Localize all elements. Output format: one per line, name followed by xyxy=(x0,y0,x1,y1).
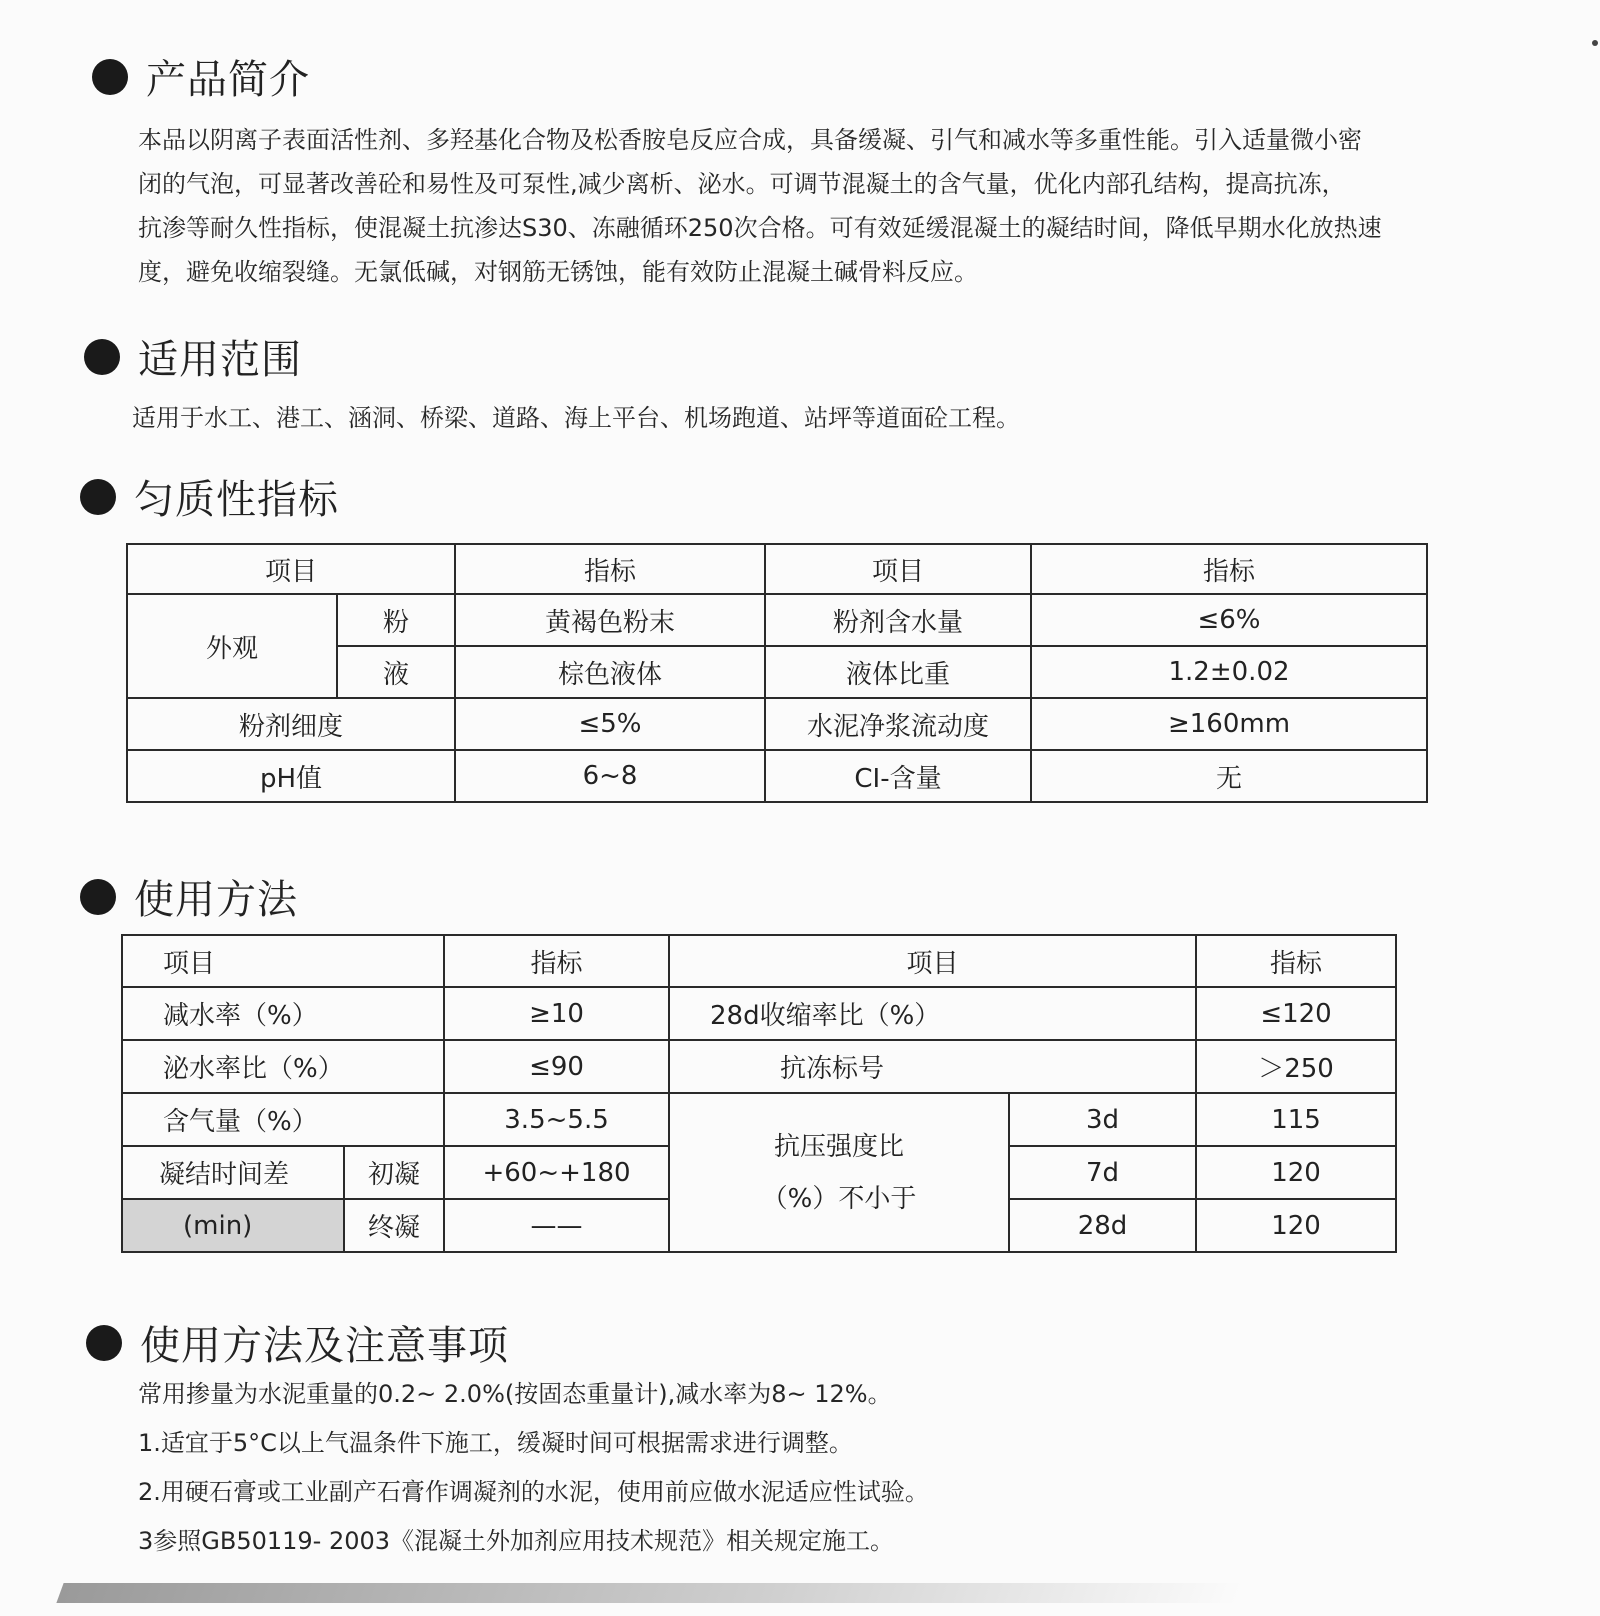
ph-label-cell: pH值 xyxy=(127,750,455,802)
min-label-cell: (min) xyxy=(122,1199,344,1252)
liquid-cell: 液 xyxy=(337,646,455,698)
uniformity-table xyxy=(126,543,1428,803)
fineness-value-cell: ≤5% xyxy=(455,698,765,750)
scope-paragraph xyxy=(132,396,1020,440)
intro-paragraph xyxy=(138,118,1382,294)
notes-paragraph xyxy=(138,1370,929,1566)
setting-label-cell: 凝结时间差 xyxy=(122,1146,344,1199)
intro-line: 抗渗等耐久性指标，使混凝土抗渗达S30、冻融循环250次合格。可有效延缓混凝土的凝结时间，降低早期水化放热速 xyxy=(138,214,1382,242)
density-label-cell: 液体比重 xyxy=(765,646,1031,698)
frost-label-cell: 抗冻标号 xyxy=(669,1040,1196,1093)
table-row xyxy=(122,1040,1396,1093)
table-header-row xyxy=(127,544,1427,594)
notes-heading xyxy=(86,1314,509,1371)
header-cell: 项目 xyxy=(669,935,1196,987)
table-header-row xyxy=(122,935,1396,987)
appearance-cell: 外观 xyxy=(127,594,337,698)
table-row xyxy=(127,698,1427,750)
moisture-value-cell: ≤6% xyxy=(1031,594,1427,646)
powder-cell: 粉 xyxy=(337,594,455,646)
usage-heading-text: 使用方法 xyxy=(134,877,298,923)
age-cell: 7d xyxy=(1009,1146,1196,1199)
intro-line: 本品以阴离子表面活性剂、多羟基化合物及松香胺皂反应合成，具备缓凝、引气和减水等多重性能。引入适量微小密 xyxy=(138,126,1362,154)
strength-value-cell: 120 xyxy=(1196,1199,1396,1252)
header-cell: 指标 xyxy=(1196,935,1396,987)
final-label-cell: 终凝 xyxy=(344,1199,444,1252)
notes-line: 3参照GB50119- 2003《混凝土外加剂应用技术规范》相关规定施工。 xyxy=(138,1527,895,1555)
fineness-label-cell: 粉剂细度 xyxy=(127,698,455,750)
uniformity-heading xyxy=(80,468,339,525)
intro-heading xyxy=(92,48,310,105)
scope-text: 适用于水工、港工、涵洞、桥梁、道路、海上平台、机场跑道、站坪等道面砼工程。 xyxy=(132,404,1020,432)
shrinkage-label-cell: 28d收缩率比（%） xyxy=(669,987,1196,1040)
bullet-icon xyxy=(80,879,116,915)
header-cell: 指标 xyxy=(1031,544,1427,594)
usage-table xyxy=(121,934,1397,1253)
table-row xyxy=(122,987,1396,1040)
cl-value-cell: 无 xyxy=(1031,750,1427,802)
scope-heading-text: 适用范围 xyxy=(138,337,302,383)
initial-value-cell: +60~+180 xyxy=(444,1146,669,1199)
shrinkage-value-cell: ≤120 xyxy=(1196,987,1396,1040)
usage-heading xyxy=(80,868,298,925)
bullet-icon xyxy=(84,339,120,375)
notes-line: 常用掺量为水泥重量的0.2~ 2.0%(按固态重量计),减水率为8~ 12%。 xyxy=(138,1380,892,1408)
header-cell: 指标 xyxy=(455,544,765,594)
header-cell: 指标 xyxy=(444,935,669,987)
table-row xyxy=(127,750,1427,802)
fluidity-label-cell: 水泥净浆流动度 xyxy=(765,698,1031,750)
ph-value-cell: 6~8 xyxy=(455,750,765,802)
table-row xyxy=(127,594,1427,646)
compressive-label-cell xyxy=(669,1093,1009,1252)
notes-line: 1.适宜于5°C以上气温条件下施工，缓凝时间可根据需求进行调整。 xyxy=(138,1429,853,1457)
footer-decoration xyxy=(56,1583,1243,1603)
intro-line: 闭的气泡，可显著改善砼和易性及可泵性,减少离析、泌水。可调节混凝土的含气量，优化内部孔结构，提高抗冻， xyxy=(138,170,1346,198)
bleeding-value-cell: ≤90 xyxy=(444,1040,669,1093)
strength-value-cell: 120 xyxy=(1196,1146,1396,1199)
intro-heading-text: 产品简介 xyxy=(146,57,310,103)
age-cell: 28d xyxy=(1009,1199,1196,1252)
header-cell: 项目 xyxy=(127,544,455,594)
uniformity-heading-text: 匀质性指标 xyxy=(134,477,339,523)
bullet-icon xyxy=(80,479,116,515)
age-cell: 3d xyxy=(1009,1093,1196,1146)
fluidity-value-cell: ≥160mm xyxy=(1031,698,1427,750)
initial-label-cell: 初凝 xyxy=(344,1146,444,1199)
compressive-label-line: （%）不小于 xyxy=(761,1183,917,1214)
scan-speck xyxy=(1592,40,1598,46)
bleeding-label-cell: 泌水率比（%） xyxy=(122,1040,444,1093)
header-cell: 项目 xyxy=(765,544,1031,594)
moisture-label-cell: 粉剂含水量 xyxy=(765,594,1031,646)
notes-heading-text: 使用方法及注意事项 xyxy=(140,1323,509,1369)
bullet-icon xyxy=(92,59,128,95)
final-value-cell: —— xyxy=(444,1199,669,1252)
liquid-value-cell: 棕色液体 xyxy=(455,646,765,698)
table-row xyxy=(122,1093,1396,1146)
bullet-icon xyxy=(86,1325,122,1361)
water-reduction-value-cell: ≥10 xyxy=(444,987,669,1040)
density-value-cell: 1.2±0.02 xyxy=(1031,646,1427,698)
scope-heading xyxy=(84,328,302,385)
compressive-label-line: 抗压强度比 xyxy=(774,1131,905,1162)
powder-value-cell: 黄褐色粉末 xyxy=(455,594,765,646)
strength-value-cell: 115 xyxy=(1196,1093,1396,1146)
air-value-cell: 3.5~5.5 xyxy=(444,1093,669,1146)
header-cell: 项目 xyxy=(122,935,444,987)
notes-line: 2.用硬石膏或工业副产石膏作调凝剂的水泥，使用前应做水泥适应性试验。 xyxy=(138,1478,929,1506)
intro-line: 度，避免收缩裂缝。无氯低碱，对钢筋无锈蚀，能有效防止混凝土碱骨料反应。 xyxy=(138,258,978,286)
air-label-cell: 含气量（%） xyxy=(122,1093,444,1146)
water-reduction-label-cell: 减水率（%） xyxy=(122,987,444,1040)
cl-label-cell: CI-含量 xyxy=(765,750,1031,802)
frost-value-cell: ＞250 xyxy=(1196,1040,1396,1093)
